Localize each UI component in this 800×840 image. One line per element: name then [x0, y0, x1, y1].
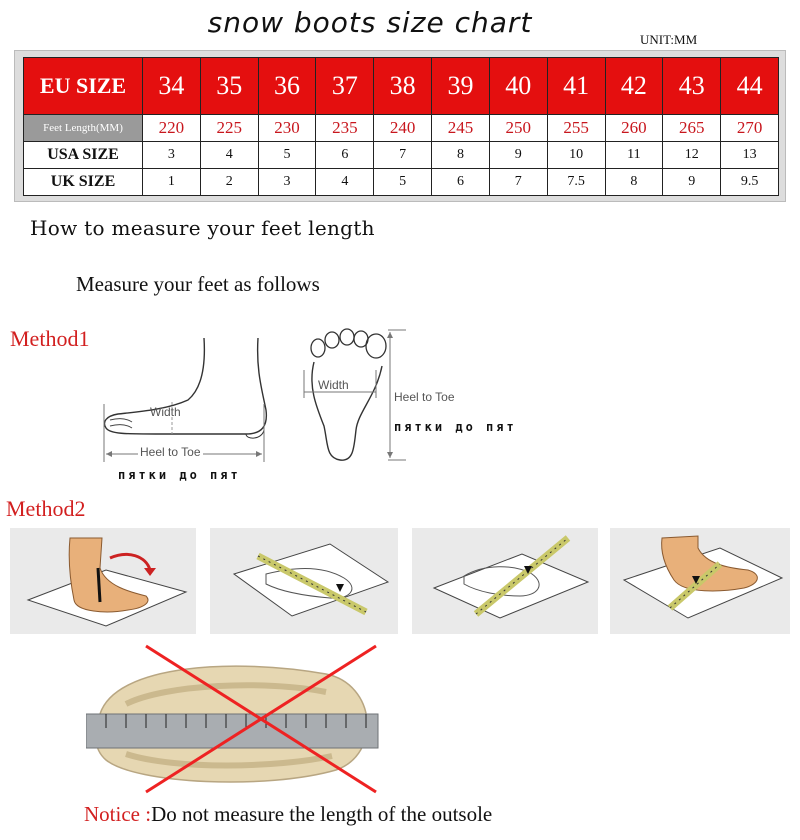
uk-size-cell: 6 [432, 169, 490, 196]
usa-size-cell: 10 [547, 142, 605, 169]
eu-size-header: EU SIZE [24, 58, 143, 115]
eu-size-row [24, 58, 779, 115]
side-width-label: Width [150, 405, 181, 419]
step1-image [10, 528, 196, 634]
usa-size-cell: 5 [258, 142, 316, 169]
unit-label: UNIT:MM [640, 32, 698, 47]
chart-title: snow boots size chart [207, 6, 533, 39]
feet-length-cell: 265 [663, 115, 721, 142]
side-heel-label: Heel to Toe [140, 445, 201, 459]
uk-size-header: UK SIZE [24, 169, 143, 196]
usa-size-cell: 6 [316, 142, 374, 169]
eu-size-cell: 40 [489, 58, 547, 115]
uk-size-cell: 9.5 [721, 169, 779, 196]
eu-size-cell: 43 [663, 58, 721, 115]
eu-size-cell: 34 [143, 58, 201, 115]
eu-size-cell: 39 [432, 58, 490, 115]
size-chart-frame [14, 50, 786, 202]
eu-size-cell: 37 [316, 58, 374, 115]
uk-size-cell: 3 [258, 169, 316, 196]
usa-size-cell: 13 [721, 142, 779, 169]
eu-size-cell: 35 [200, 58, 258, 115]
feet-length-cell: 220 [143, 115, 201, 142]
uk-size-cell: 2 [200, 169, 258, 196]
usa-size-cell: 4 [200, 142, 258, 169]
uk-size-cell: 5 [374, 169, 432, 196]
size-table [23, 57, 779, 196]
usa-size-cell: 3 [143, 142, 201, 169]
eu-size-cell: 44 [721, 58, 779, 115]
measure-subheading: Measure your feet as follows [76, 272, 320, 296]
top-width-label: Width [318, 378, 349, 392]
eu-size-cell: 42 [605, 58, 663, 115]
usa-size-cell: 12 [663, 142, 721, 169]
feet-length-cell: 250 [489, 115, 547, 142]
feet-length-cell: 230 [258, 115, 316, 142]
uk-size-cell: 7 [489, 169, 547, 196]
feet-length-header: Feet Length(MM) [24, 115, 143, 142]
feet-length-cell: 270 [721, 115, 779, 142]
usa-size-cell: 9 [489, 142, 547, 169]
method1-label: Method1 [10, 326, 90, 351]
measure-heading: How to measure your feet length [30, 216, 375, 240]
uk-size-cell: 8 [605, 169, 663, 196]
uk-size-cell: 4 [316, 169, 374, 196]
feet-length-row [24, 115, 779, 142]
usa-size-row [24, 142, 779, 169]
feet-length-cell: 260 [605, 115, 663, 142]
notice-text [84, 802, 492, 827]
step3-image [412, 528, 598, 634]
uk-size-cell: 1 [143, 169, 201, 196]
top-heel-label: Heel to Toe [394, 390, 455, 404]
eu-size-cell: 41 [547, 58, 605, 115]
notice-prefix: Notice : [84, 802, 152, 826]
usa-size-cell: 7 [374, 142, 432, 169]
notice-body: Do not measure the length of the outsole [151, 802, 493, 826]
method2-label: Method2 [6, 496, 86, 521]
feet-length-cell: 225 [200, 115, 258, 142]
step4-image [610, 528, 790, 634]
feet-length-cell: 245 [432, 115, 490, 142]
outsole-measure-image [86, 644, 386, 794]
uk-size-cell: 9 [663, 169, 721, 196]
uk-size-cell: 7.5 [547, 169, 605, 196]
eu-size-cell: 38 [374, 58, 432, 115]
step2-image [210, 528, 398, 634]
uk-size-row [24, 169, 779, 196]
usa-size-cell: 8 [432, 142, 490, 169]
feet-length-cell: 255 [547, 115, 605, 142]
top-cyrillic-label: пятки до пят [394, 420, 517, 434]
feet-length-cell: 240 [374, 115, 432, 142]
side-cyrillic-label: пятки до пят [118, 468, 241, 482]
eu-size-cell: 36 [258, 58, 316, 115]
foot-side-diagram [96, 330, 286, 490]
feet-length-cell: 235 [316, 115, 374, 142]
usa-size-cell: 11 [605, 142, 663, 169]
usa-size-header: USA SIZE [24, 142, 143, 169]
